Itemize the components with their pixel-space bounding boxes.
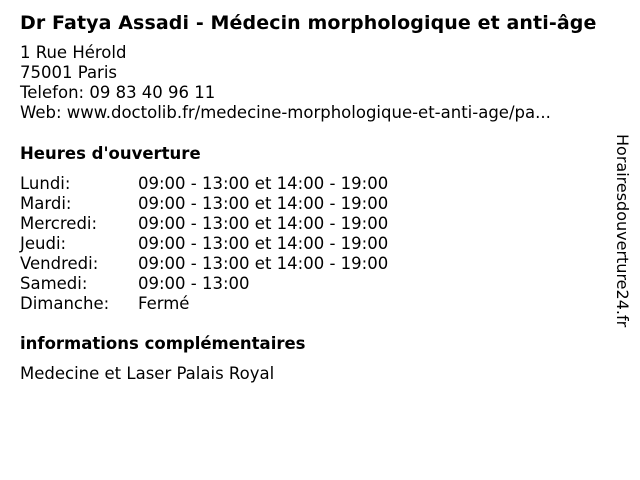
time-range: 09:00 - 13:00	[138, 274, 250, 293]
hours-row-sunday	[20, 294, 388, 314]
time-range: 09:00 - 13:00 et 14:00 - 19:00	[138, 254, 389, 273]
city: 75001 Paris	[20, 63, 118, 82]
hours-row-wednesday	[20, 214, 388, 234]
address-block	[20, 43, 551, 123]
day-label: Mercredi:	[20, 214, 98, 233]
time-range: 09:00 - 13:00 et 14:00 - 19:00	[138, 214, 389, 233]
day-label: Vendredi:	[20, 254, 99, 273]
time-range: 09:00 - 13:00 et 14:00 - 19:00	[138, 194, 389, 213]
website: Web: www.doctolib.fr/medecine-morphologique-et-anti-age/pa...	[20, 103, 551, 122]
time-range: Fermé	[138, 294, 190, 313]
hours-row-saturday	[20, 274, 388, 294]
phone-number: Telefon: 09 83 40 96 11	[20, 83, 216, 102]
additional-info-heading: informations complémentaires	[20, 334, 306, 353]
hours-row-monday	[20, 174, 388, 194]
street-address: 1 Rue Hérold	[20, 43, 127, 62]
opening-hours-heading: Heures d'ouverture	[20, 144, 201, 163]
opening-hours-table	[20, 174, 388, 314]
time-range: 09:00 - 13:00 et 14:00 - 19:00	[138, 174, 389, 193]
additional-info-text: Medecine et Laser Palais Royal	[20, 364, 275, 383]
page-title: Dr Fatya Assadi - Médecin morphologique et anti-âge	[20, 12, 597, 34]
site-watermark: Horairesdouverture24.fr	[613, 134, 632, 328]
hours-row-friday	[20, 254, 388, 274]
day-label: Samedi:	[20, 274, 88, 293]
day-label: Mardi:	[20, 194, 72, 213]
day-label: Dimanche:	[20, 294, 110, 313]
hours-row-tuesday	[20, 194, 388, 214]
hours-row-thursday	[20, 234, 388, 254]
day-label: Lundi:	[20, 174, 71, 193]
time-range: 09:00 - 13:00 et 14:00 - 19:00	[138, 234, 389, 253]
day-label: Jeudi:	[20, 234, 67, 253]
